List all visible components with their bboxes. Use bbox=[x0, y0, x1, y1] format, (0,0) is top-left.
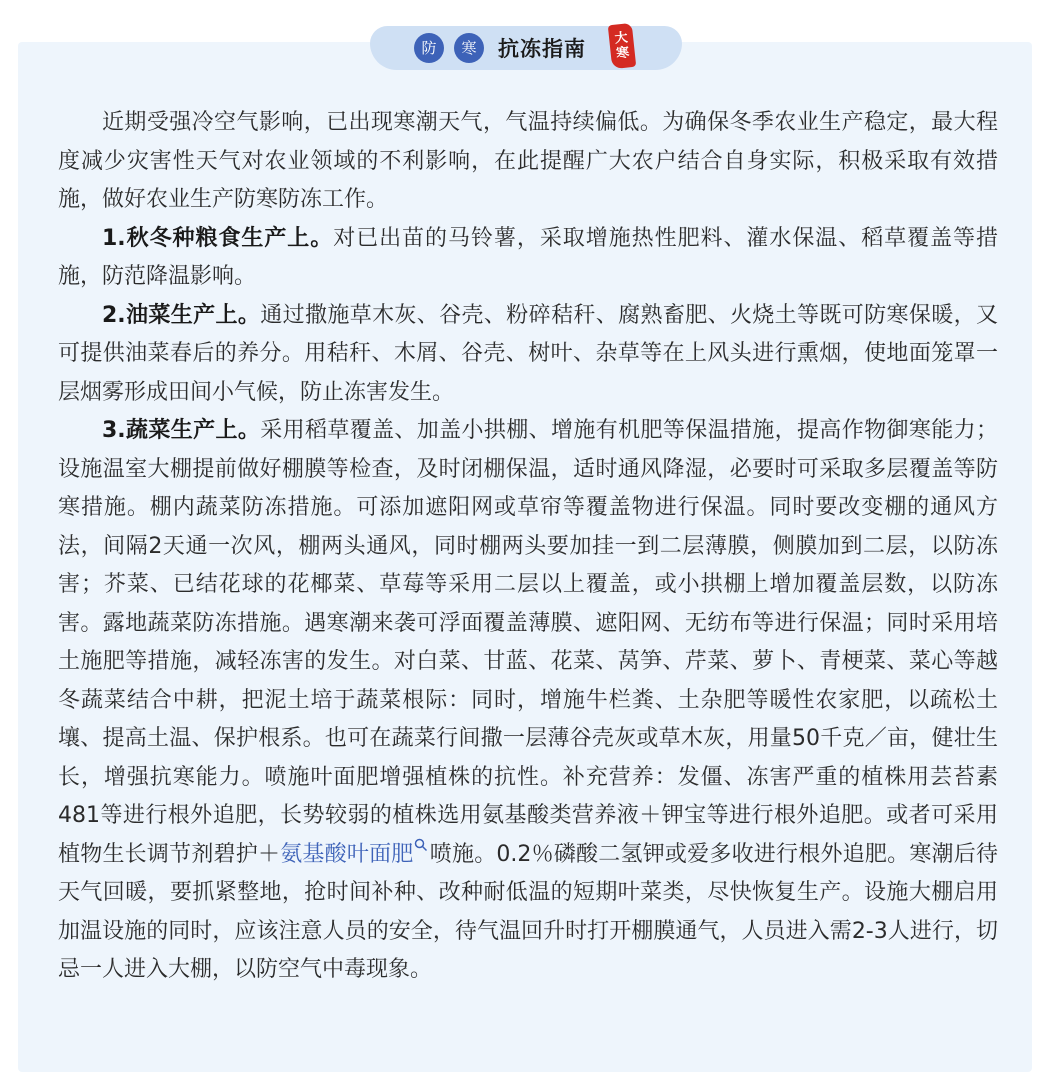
paragraph-rapeseed-heading: 2.油菜生产上。 bbox=[102, 302, 261, 328]
paragraph-rapeseed-text: 通过撒施草木灰、谷壳、粉碎秸秆、腐熟畜肥、火烧土等既可防寒保暖，又可提供油菜春后的养分。用秸秆、木屑、谷壳、树叶、杂草等在上风头进行熏烟，使地面笼罩一层烟雾形成田间小气候，防止冻害发生。 bbox=[58, 302, 998, 405]
seal-stamp-icon bbox=[608, 23, 636, 69]
search-icon[interactable] bbox=[414, 838, 428, 852]
paragraph-intro: 近期受强冷空气影响，已出现寒潮天气，气温持续偏低。为确保冬季农业生产稳定，最大程度减少灾害性天气对农业领域的不利影响，在此提醒广大农户结合自身实际，积极采取有效措施，做好农业生产防寒防冻工作。 bbox=[58, 110, 998, 212]
paragraph-vegetables bbox=[58, 412, 998, 990]
header-title-group bbox=[414, 30, 586, 66]
seal-char-1: 大 bbox=[613, 30, 629, 47]
paragraph-vegetables-heading: 3.蔬菜生产上。 bbox=[102, 418, 261, 443]
paragraph-grain-heading: 1.秋冬种粮食生产上。 bbox=[102, 225, 334, 251]
keyword-link[interactable]: 氨基酸叶面肥 bbox=[280, 841, 414, 867]
header-badge-1: 防 bbox=[414, 33, 444, 63]
paragraph-vegetables-text-b: 喷施。0.2％磷酸二氢钾或爱多收进行根外追肥。寒潮后待天气回暖，要抓紧整地，抢时间补种、改种耐低温的短期叶菜类，尽快恢复生产。设施大棚启用加温设施的同时，应该注意人员的安全，待气温回升时打开棚膜通气，人员进入需2-3人进行，切忌一人进入大棚，以防空气中毒现象。 bbox=[58, 841, 998, 982]
paragraph-vegetables-text-a: 采用稻草覆盖、加盖小拱棚、增施有机肥等保温措施，提高作物御寒能力；设施温室大棚提前做好棚膜等检查，及时闭棚保温，适时通风降湿，必要时可采取多层覆盖等防寒措施。棚内蔬菜防冻措施。可添加遮阳网或草帘等覆盖物进行保温。同时要改变棚的通风方法，间隔2天通一次风，棚两头通风，同时棚两头要加挂一到二层薄膜，侧膜加到二层，以防冻害；芥菜、已结花球的花椰菜、草莓等采用二层以上覆盖，或小拱棚上增加覆盖层数，以防冻害。露地蔬菜防冻措施。遇寒潮来袭可浮面覆盖薄膜、遮阳网、无纺布等进行保温；同时采用培土施肥等措施，减轻冻害的发生。对白菜、甘蓝、花菜、莴笋、芹菜、萝卜、青梗菜、菜心等越冬蔬菜结合中耕，把泥土培于蔬菜根际：同时，增施牛栏粪、土杂肥等暖性农家肥，以疏松土壤、提高土温、保护根系。也可在蔬菜行间撒一层薄谷壳灰或草木灰，用量50千克／亩，健壮生长，增强抗寒能力。喷施叶面肥增强植株的抗性。补充营养：发僵、冻害严重的植株用芸苔素481等进行根外追肥，长势较弱的植株选用氨基酸类营养液＋钾宝等进行根外追肥。或者可采用植物生长调节剂碧护＋ bbox=[58, 418, 998, 867]
article-body bbox=[58, 104, 998, 990]
paragraph-grain-text: 对已出苗的马铃薯，采取增施热性肥料、灌水保温、稻草覆盖等措施，防范降温影响。 bbox=[58, 225, 998, 289]
seal-char-2: 寒 bbox=[615, 45, 631, 62]
paragraph-rapeseed bbox=[58, 297, 998, 413]
section-header bbox=[370, 18, 682, 70]
header-title: 抗冻指南 bbox=[498, 37, 586, 61]
header-badge-2: 寒 bbox=[454, 33, 484, 63]
paragraph-grain bbox=[58, 220, 998, 297]
